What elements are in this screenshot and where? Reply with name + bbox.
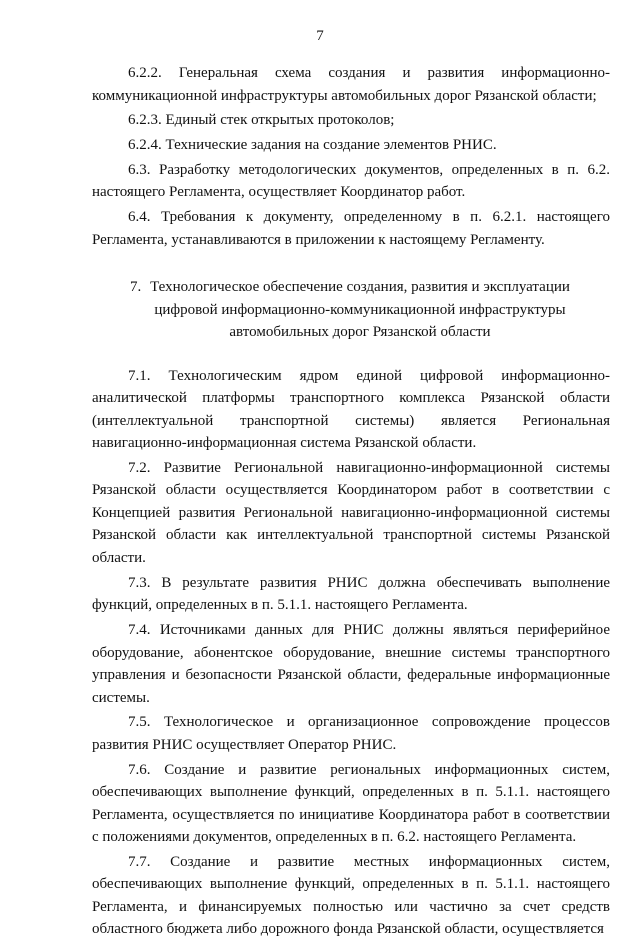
paragraph-group-bottom — [92, 365, 610, 941]
paragraph-6-2-4: 6.2.4. Технические задания на создание элементов РНИС. — [128, 137, 497, 154]
paragraph-7-3: 7.3. В результате развития РНИС должна обеспечивать выполнение функций, определенных в п. 5.1.1. настоящего Регламента. — [92, 574, 611, 614]
section-heading — [92, 276, 610, 344]
paragraph-7-5: 7.5. Технологическое и организационное сопровождение процессов развития РНИС осуществляет Оператор РНИС. — [92, 714, 611, 753]
paragraph-6-3: 6.3. Разработку методологических документов, определенных в п. 6.2. настоящего Регламента, осуществляет Координатор работ. — [92, 161, 610, 201]
section-title-line: автомобильных дорог Рязанской области — [229, 324, 491, 341]
paragraph-group-top — [92, 62, 610, 251]
paragraph-7-6: 7.6. Создание и развитие региональных информационных систем, обеспечивающих выполнение функций, определенных в п. 5.1.1. настоящего Регламента, осуществляется по инициативе Координатора работ в соответствии с положениями документов, определенных в п. 6.2. настоящего Регламента. — [92, 761, 611, 846]
section-title-line: цифровой информационно-коммуникационной инфраструктуры — [154, 301, 566, 318]
section-title — [92, 276, 610, 344]
paragraph-7-7: 7.7. Создание и развитие местных информационных систем, обеспечивающих выполнение функций, определенных в п. 5.1.1. настоящего Регламента, и финансируемых полностью или частично за счет средств областного бюджета либо дорожного фонда Рязанской области, осуществляется — [92, 853, 611, 938]
paragraph-6-2-3: 6.2.3. Единый стек открытых протоколов; — [128, 112, 395, 129]
section-title-line: Технологическое обеспечение создания, развития и эксплуатации — [150, 279, 570, 296]
document-body — [92, 62, 610, 943]
paragraph-6-2-2: 6.2.2. Генеральная схема создания и развития информационно-коммуникационной инфраструктуры автомобильных дорог Рязанской области; — [92, 65, 610, 104]
paragraph-7-2: 7.2. Развитие Региональной навигационно-информационной системы Рязанской области осуществляется Координатором работ в соответствии с Концепцией развития Региональной навигационно-информационной системы Рязанской области как интеллектуальной транспортной системы Рязанской области. — [92, 459, 610, 566]
paragraph-7-1: 7.1. Технологическим ядром единой цифровой информационно-аналитической платформы транспортного комплекса Рязанской области (интеллектуальной транспортной системы) является Региональная навигационно-информационная система Рязанской области. — [92, 367, 611, 452]
paragraph-6-4: 6.4. Требования к документу, определенному в п. 6.2.1. настоящего Регламента, устанавливаются в приложении к настоящему Регламенту. — [92, 209, 610, 248]
page-number: 7 — [316, 28, 324, 44]
section-number: 7. — [130, 279, 142, 296]
paragraph-7-4: 7.4. Источниками данных для РНИС должны являться периферийное оборудование, абонентское оборудование, внешние системы транспортного управления и безопасности Рязанской области, федеральные информационные системы. — [92, 622, 610, 706]
